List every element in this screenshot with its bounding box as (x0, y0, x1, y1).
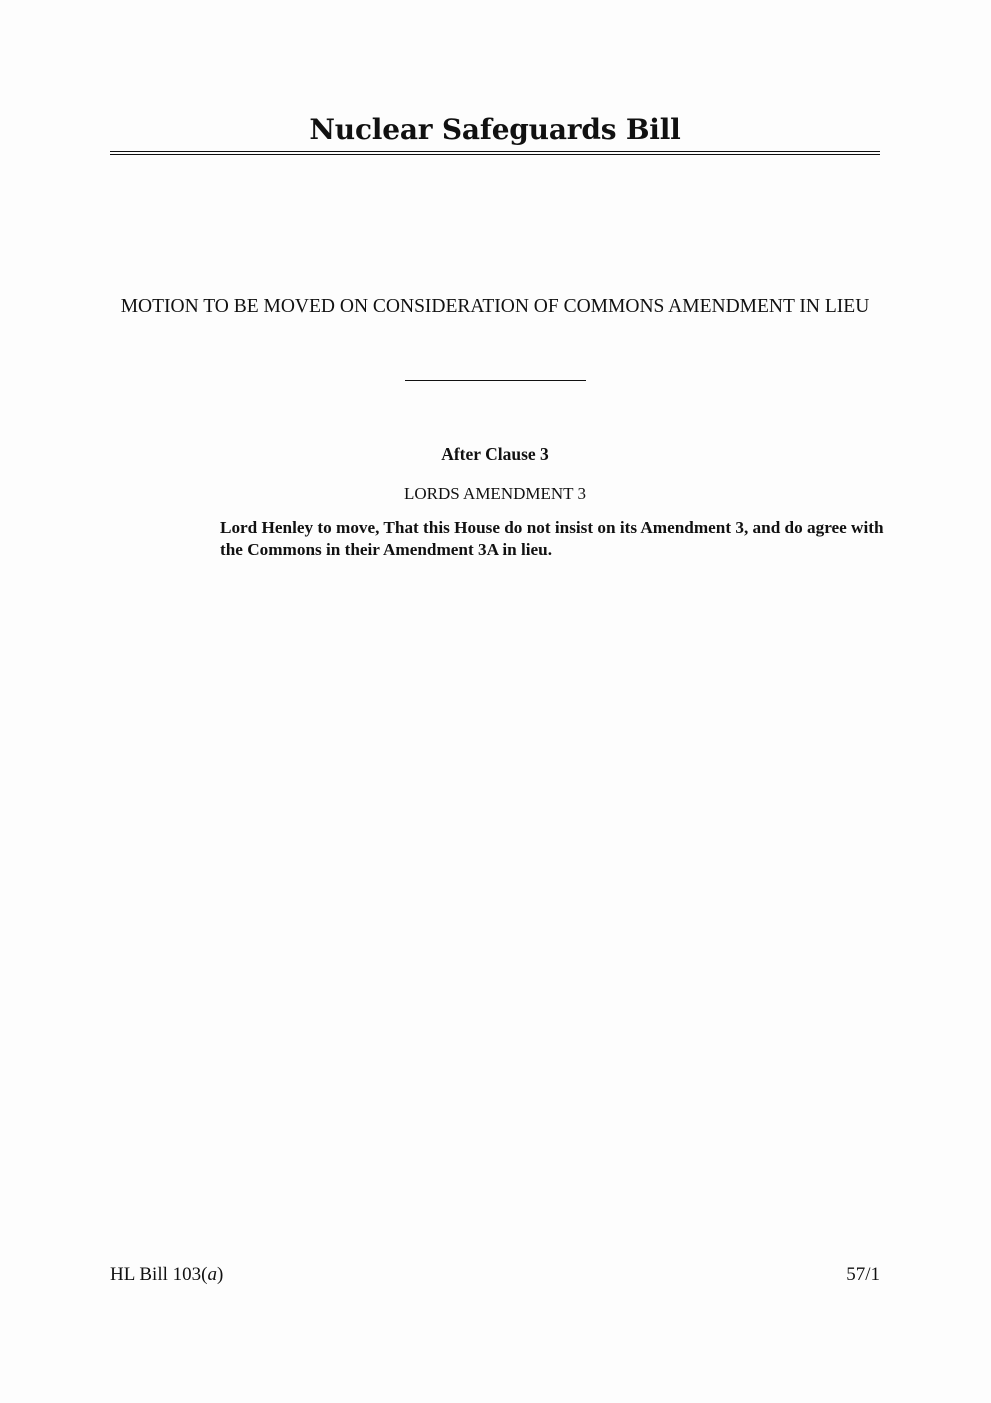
clause-heading: After Clause 3 (441, 444, 549, 464)
title-double-rule (110, 151, 880, 155)
amendment-heading: LORDS AMENDMENT 3 (404, 484, 586, 503)
page-reference: 57/1 (846, 1264, 880, 1285)
bill-title: Nuclear Safeguards Bill (309, 113, 681, 146)
motion-text: Lord Henley to move, That this House do not insist on its Amendment 3, and do agree with the Commons in their Amendment 3A in lieu. (220, 518, 884, 559)
motion-heading: MOTION TO BE MOVED ON CONSIDERATION OF COMMONS AMENDMENT IN LIEU (120, 296, 870, 317)
bill-reference-letter: a (207, 1264, 217, 1285)
section-divider (405, 380, 586, 381)
bill-reference (110, 1262, 223, 1288)
bill-reference-prefix: HL Bill 103( (110, 1264, 208, 1285)
bill-reference-close: ) (216, 1264, 224, 1285)
